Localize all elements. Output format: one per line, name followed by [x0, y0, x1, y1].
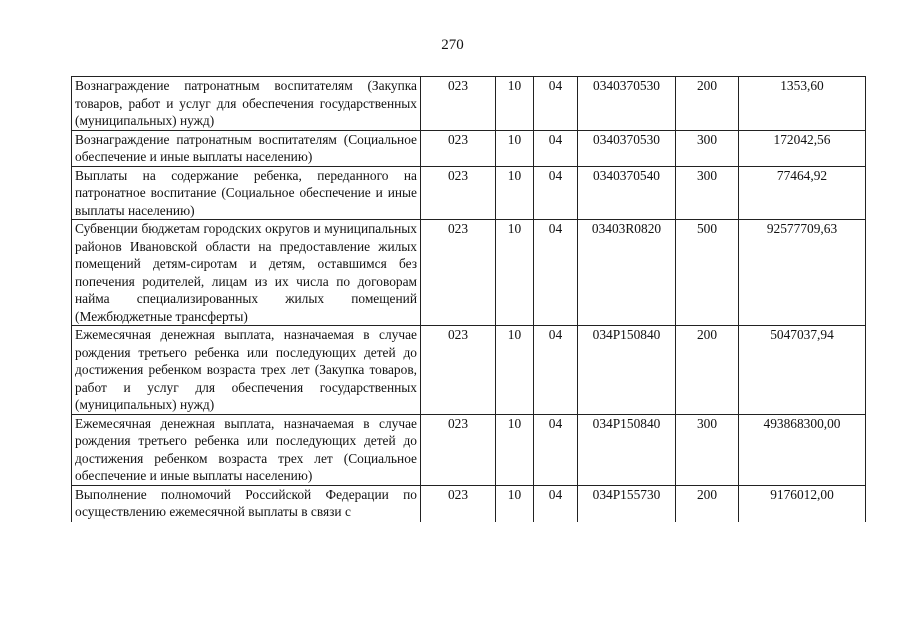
ministry-code: 023: [421, 414, 496, 485]
section-code: 10: [496, 130, 534, 166]
row-description: Вознаграждение патронатным воспитателям (Закупка товаров, работ и услуг для обеспечения государственных (муниципальных) нужд): [72, 77, 421, 131]
expense-type-code: 200: [676, 77, 739, 131]
amount: 5047037,94: [739, 326, 866, 415]
expense-type-code: 300: [676, 166, 739, 220]
subsection-code: 04: [534, 485, 578, 522]
expense-type-code: 200: [676, 326, 739, 415]
amount: 493868300,00: [739, 414, 866, 485]
page-number: 270: [441, 37, 464, 53]
target-article-code: 0340370530: [578, 77, 676, 131]
section-code: 10: [496, 220, 534, 326]
row-description: Ежемесячная денежная выплата, назначаемая в случае рождения третьего ребенка или последующих детей до достижения ребенком возраста трех лет (Закупка товаров, работ и услуг для обеспечения государственных (муниципальных) нужд): [72, 326, 421, 415]
ministry-code: 023: [421, 326, 496, 415]
subsection-code: 04: [534, 130, 578, 166]
section-code: 10: [496, 485, 534, 522]
row-description: Субвенции бюджетам городских округов и муниципальных районов Ивановской области на предоставление жилых помещений детям-сиротам и детям, оставшимся без попечения родителей, лицам из их числа по договорам найма специализированных жилых помещений (Межбюджетные трансферты): [72, 220, 421, 326]
table-row: [72, 166, 866, 220]
expense-type-code: 300: [676, 130, 739, 166]
subsection-code: 04: [534, 326, 578, 415]
target-article-code: 034P150840: [578, 414, 676, 485]
ministry-code: 023: [421, 130, 496, 166]
row-description: [72, 485, 421, 522]
ministry-code: 023: [421, 485, 496, 522]
expense-type-code: 200: [676, 485, 739, 522]
amount: 1353,60: [739, 77, 866, 131]
amount: 92577709,63: [739, 220, 866, 326]
ministry-code: 023: [421, 220, 496, 326]
table-row: [72, 130, 866, 166]
row-description: Ежемесячная денежная выплата, назначаемая в случае рождения третьего ребенка или последующих детей до достижения ребенком возраста трех лет (Социальное обеспечение и иные выплаты населению): [72, 414, 421, 485]
section-code: 10: [496, 166, 534, 220]
target-article-code: 03403R0820: [578, 220, 676, 326]
subsection-code: 04: [534, 166, 578, 220]
target-article-code: 0340370530: [578, 130, 676, 166]
target-article-code: 0340370540: [578, 166, 676, 220]
target-article-code: 034P150840: [578, 326, 676, 415]
amount: 9176012,00: [739, 485, 866, 522]
ministry-code: 023: [421, 166, 496, 220]
table-row: [72, 220, 866, 326]
subsection-code: 04: [534, 220, 578, 326]
target-article-code: 034P155730: [578, 485, 676, 522]
table-row: [72, 485, 866, 522]
table-row: [72, 77, 866, 131]
row-description: Выплаты на содержание ребенка, переданного на патронатное воспитание (Социальное обеспечение и иные выплаты населению): [72, 166, 421, 220]
table-row: [72, 326, 866, 415]
expense-type-code: 300: [676, 414, 739, 485]
section-code: 10: [496, 326, 534, 415]
subsection-code: 04: [534, 414, 578, 485]
amount: 77464,92: [739, 166, 866, 220]
ministry-code: 023: [421, 77, 496, 131]
section-code: 10: [496, 414, 534, 485]
budget-table: [71, 76, 866, 522]
section-code: 10: [496, 77, 534, 131]
amount: 172042,56: [739, 130, 866, 166]
expense-type-code: 500: [676, 220, 739, 326]
row-description: Вознаграждение патронатным воспитателям (Социальное обеспечение и иные выплаты населению): [72, 130, 421, 166]
table-row: [72, 414, 866, 485]
row-description-text: Выполнение полномочий Российской Федерации по осуществлению ежемесячной выплаты в связи с: [75, 486, 417, 519]
subsection-code: 04: [534, 77, 578, 131]
